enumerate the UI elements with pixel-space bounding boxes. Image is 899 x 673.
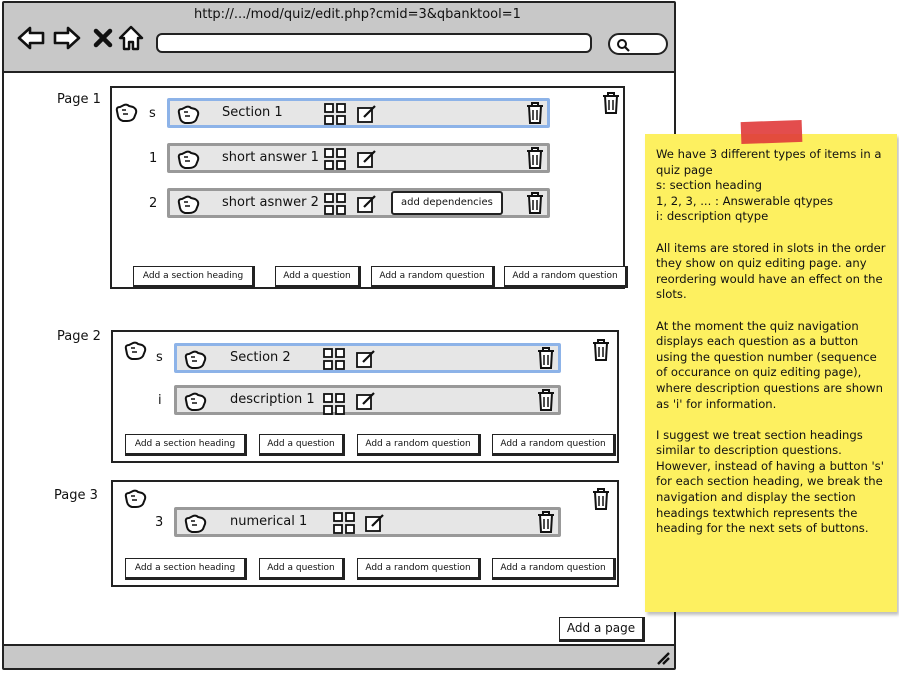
add-section-heading-button[interactable]: Add a section heading <box>125 558 247 580</box>
url-text: http://.../mod/quiz/edit.php?cmid=3&qbanktool=1 <box>194 7 521 22</box>
trash-icon[interactable] <box>591 338 611 362</box>
search-box[interactable] <box>608 33 668 55</box>
drag-hand-icon[interactable] <box>183 513 207 533</box>
drag-hand-icon[interactable] <box>176 194 200 214</box>
trash-icon[interactable] <box>536 346 556 370</box>
page-3-box <box>111 480 619 587</box>
slot-number: i <box>158 393 162 408</box>
page-1-label: Page 1 <box>57 92 101 107</box>
add-dependencies-button[interactable]: add dependencies <box>391 191 503 215</box>
search-icon <box>616 38 630 52</box>
edit-icon[interactable] <box>357 104 377 124</box>
edit-icon[interactable] <box>365 513 385 533</box>
resize-grip-icon[interactable] <box>654 649 670 665</box>
page-2-box <box>111 330 619 463</box>
grid-icon[interactable] <box>324 148 346 170</box>
page-1-box <box>110 86 625 289</box>
trash-icon[interactable] <box>525 146 545 170</box>
slot-section-2[interactable] <box>174 343 561 373</box>
add-random-question-button[interactable]: Add a random question <box>357 434 481 456</box>
slot-label: short asnwer 2 <box>222 195 319 210</box>
add-section-heading-button[interactable]: Add a section heading <box>125 434 247 456</box>
slot-label: Section 1 <box>222 105 283 120</box>
note-paragraph-3: At the moment the quiz navigation displays each question as a button using the question number (sequence of occurance on quiz editing page), where description questions are shown as 'i' for information. <box>656 318 884 411</box>
slot-short-answer-1[interactable] <box>167 143 550 173</box>
drag-hand-icon[interactable] <box>183 349 207 369</box>
note-paragraph-4: I suggest we treat section headings similar to description questions. However, instead of having a button 's' for each section heading, we break the navigation and display the section headings textwhich represents the heading for the next sets of buttons. <box>656 427 884 536</box>
drag-hand-icon[interactable] <box>123 340 147 360</box>
add-random-question-button[interactable]: Add a random question <box>492 434 616 456</box>
add-random-question-button[interactable]: Add a random question <box>492 558 616 580</box>
drag-hand-icon[interactable] <box>123 488 147 508</box>
add-random-question-button[interactable]: Add a random question <box>504 266 628 288</box>
browser-window <box>2 1 676 670</box>
sticky-tape <box>741 120 803 144</box>
slot-label: numerical 1 <box>230 514 308 529</box>
page-3-label: Page 3 <box>54 488 98 503</box>
slot-number: s <box>149 106 156 121</box>
browser-toolbar <box>4 3 674 73</box>
slot-number: 2 <box>149 196 158 211</box>
slot-label: Section 2 <box>230 350 291 365</box>
grid-icon[interactable] <box>324 193 346 215</box>
back-arrow-icon[interactable] <box>16 23 46 53</box>
add-random-question-button[interactable]: Add a random question <box>357 558 481 580</box>
add-question-button[interactable]: Add a question <box>275 266 361 288</box>
trash-icon[interactable] <box>525 101 545 125</box>
add-page-button[interactable]: Add a page <box>559 617 645 642</box>
page-2-label: Page 2 <box>57 329 101 344</box>
drag-hand-icon[interactable] <box>183 391 207 411</box>
add-question-button[interactable]: Add a question <box>259 434 345 456</box>
slot-number: s <box>156 350 163 365</box>
grid-icon[interactable] <box>324 103 346 125</box>
slot-description-1[interactable] <box>174 385 561 415</box>
grid-icon[interactable] <box>323 348 345 370</box>
slot-number: 3 <box>155 515 164 530</box>
edit-icon[interactable] <box>357 194 377 214</box>
trash-icon[interactable] <box>591 487 611 511</box>
sticky-note <box>645 134 897 612</box>
trash-icon[interactable] <box>536 510 556 534</box>
address-bar[interactable] <box>156 33 592 53</box>
slot-short-answer-2[interactable] <box>167 188 550 218</box>
forward-arrow-icon[interactable] <box>52 23 82 53</box>
drag-hand-icon[interactable] <box>114 102 138 122</box>
trash-icon[interactable] <box>525 191 545 215</box>
grid-icon[interactable] <box>323 393 345 415</box>
slot-number: 1 <box>149 151 158 166</box>
drag-hand-icon[interactable] <box>176 104 200 124</box>
add-question-button[interactable]: Add a question <box>259 558 345 580</box>
grid-icon[interactable] <box>333 512 355 534</box>
slot-section-1[interactable] <box>167 98 550 128</box>
slot-label: description 1 <box>230 392 315 407</box>
close-icon[interactable] <box>88 23 118 53</box>
note-paragraph-1: We have 3 different types of items in a quiz page s: section heading 1, 2, 3, ... : Answerable qtypes i: description qtype <box>656 147 882 224</box>
edit-icon[interactable] <box>357 149 377 169</box>
status-bar <box>4 644 674 668</box>
note-paragraph-2: All items are stored in slots in the order they show on quiz editing page. any reordering would have an effect on the slots. <box>656 240 886 302</box>
trash-icon[interactable] <box>601 91 621 115</box>
add-section-heading-button[interactable]: Add a section heading <box>133 266 255 288</box>
add-random-question-button[interactable]: Add a random question <box>371 266 495 288</box>
edit-icon[interactable] <box>356 349 376 369</box>
drag-hand-icon[interactable] <box>176 149 200 169</box>
slot-label: short answer 1 <box>222 150 319 165</box>
trash-icon[interactable] <box>536 388 556 412</box>
slot-numerical-1[interactable] <box>174 507 561 537</box>
home-icon[interactable] <box>116 23 146 53</box>
edit-icon[interactable] <box>356 391 376 411</box>
